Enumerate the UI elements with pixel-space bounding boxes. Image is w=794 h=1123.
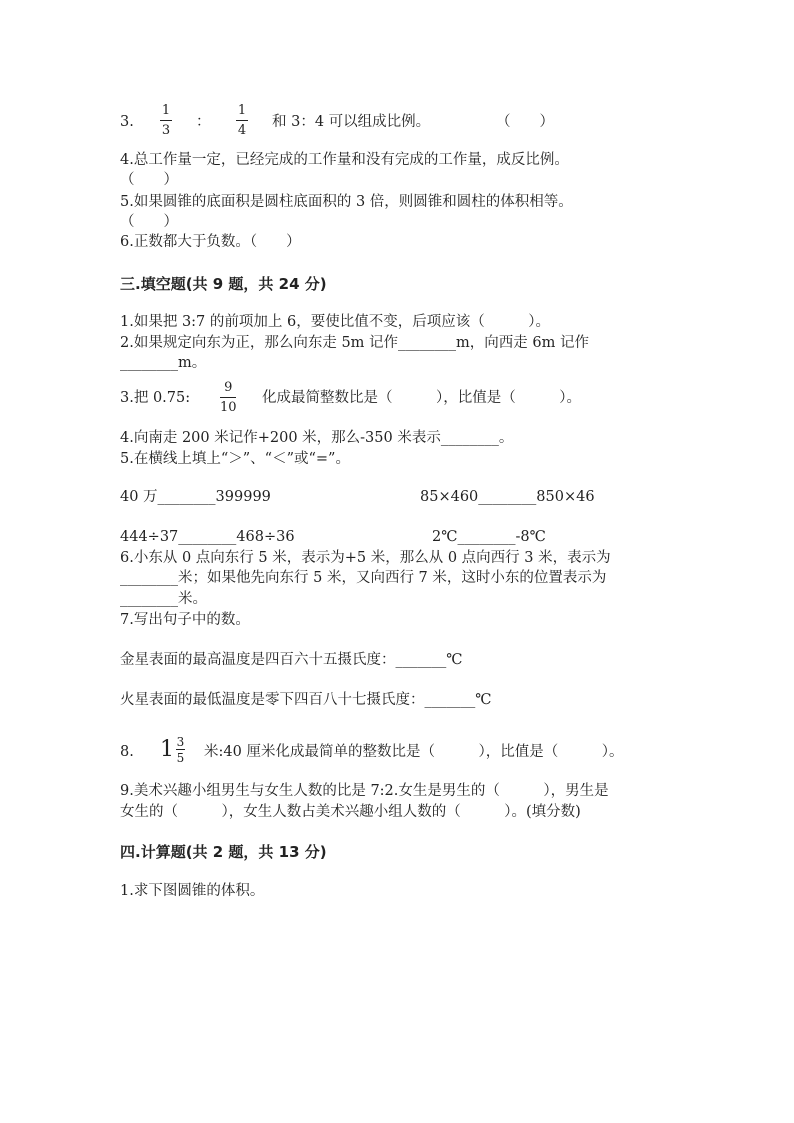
q5-text: 5.如果圆锥的底面积是圆柱底面积的 3 倍，则圆锥和圆柱的体积相等。 [120, 194, 573, 210]
fill-q2-line2: ________m。 [120, 355, 207, 371]
q3-number: 3. [120, 114, 134, 130]
fill-q8-mixed-number [160, 736, 185, 764]
fill-q4: 4.向南走 200 米记作+200 米，那么-350 米表示________。 [120, 430, 514, 446]
fill-q6-line3: ________米。 [120, 591, 207, 607]
section-4-title: 四.计算题(共 2 题，共 13 分) [120, 843, 327, 861]
calc-q1: 1.求下图圆锥的体积。 [120, 883, 265, 899]
fraction-numerator: 9 [224, 380, 233, 395]
q3-answer-paren[interactable]: （ ） [496, 114, 554, 130]
q4-answer-paren[interactable]: （ ） [120, 172, 178, 188]
fill-q7-venus: 金星表面的最高温度是四百六十五摄氏度：_______℃ [120, 652, 463, 668]
mixed-fraction [176, 736, 185, 764]
q3-text: 和 3：4 可以组成比例。 [272, 114, 431, 130]
fraction-bar [220, 397, 236, 398]
fill-q7-mars: 火星表面的最低温度是零下四百八十七摄氏度：_______℃ [120, 692, 492, 708]
fill-q3-pre: 3.把 0.75: [120, 390, 191, 406]
fraction-numerator: 3 [176, 735, 185, 749]
fill-q1: 1.如果把 3:7 的前项加上 6，要使比值不变，后项应该（ ）。 [120, 314, 550, 330]
fraction-bar [160, 120, 172, 121]
q6-text: 6.正数都大于负数。（ ） [120, 234, 301, 250]
compare-item-2: 85×460________850×46 [420, 489, 595, 505]
fraction-denominator: 4 [237, 123, 247, 138]
compare-item-1: 40 万________399999 [120, 489, 271, 505]
fraction-denominator: 3 [161, 123, 171, 138]
fraction-bar [236, 120, 248, 121]
fill-q6-line2: ________米；如果他先向东行 5 米，又向西行 7 米，这时小东的位置表示为 [120, 570, 607, 586]
fraction-numerator: 1 [237, 103, 247, 118]
fill-q8-text: 米:40 厘米化成最简单的整数比是（ ），比值是（ ）。 [204, 744, 624, 760]
fraction-denominator: 5 [176, 751, 185, 765]
fill-q9-line2: 女生的（ ），女生人数占美术兴趣小组人数的（ ）。(填分数) [120, 804, 581, 820]
mixed-whole: 1 [160, 737, 174, 762]
q3-fraction-2 [236, 104, 248, 138]
q4-text: 4.总工作量一定，已经完成的工作量和没有完成的工作量，成反比例。 [120, 152, 569, 168]
fill-q7: 7.写出句子中的数。 [120, 612, 250, 628]
section-3-title: 三.填空题(共 9 题，共 24 分) [120, 275, 327, 293]
q5-answer-paren[interactable]: （ ） [120, 214, 178, 230]
fill-q8-number: 8. [120, 744, 134, 760]
fill-q3-fraction [220, 381, 237, 415]
fraction-denominator: 10 [220, 400, 237, 415]
fraction-numerator: 1 [161, 103, 171, 118]
fraction-bar [176, 749, 185, 750]
fill-q3-post: 化成最简整数比是（ ），比值是（ ）。 [262, 390, 581, 406]
q3-colon: ： [196, 114, 211, 130]
fill-q6-line1: 6.小东从 0 点向东行 5 米，表示为+5 米，那么从 0 点向西行 3 米，表示为 [120, 550, 611, 566]
compare-item-4: 2℃________-8℃ [432, 529, 546, 545]
fill-q9-line1: 9.美术兴趣小组男生与女生人数的比是 7:2.女生是男生的（ ），男生是 [120, 783, 609, 799]
compare-item-3: 444÷37________468÷36 [120, 529, 295, 545]
q3-fraction-1 [160, 104, 172, 138]
fill-q2-line1: 2.如果规定向东为正，那么向东走 5m 记作________m，向西走 6m 记作 [120, 335, 589, 351]
fill-q5: 5.在横线上填上“＞”、“＜”或“=”。 [120, 451, 350, 467]
